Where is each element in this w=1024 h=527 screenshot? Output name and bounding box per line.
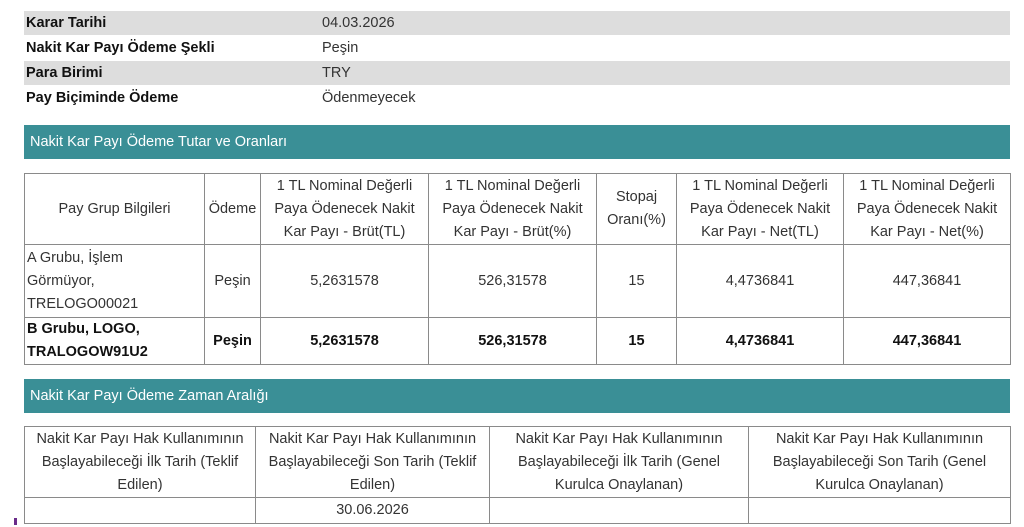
- odeme-sekli-value: Peşin: [322, 40, 359, 56]
- section-title-zaman-araligi: Nakit Kar Payı Ödeme Zaman Aralığı: [24, 379, 1010, 413]
- ilk-tarih-onaylanan-cell: [490, 498, 749, 524]
- header-odeme: Ödeme: [205, 174, 261, 245]
- pay-grup-cell: [25, 318, 205, 365]
- odeme-cell: Peşin: [205, 245, 261, 318]
- son-tarih-teklif-cell: 30.06.2026: [256, 498, 490, 524]
- info-row-pay-bicimi: [24, 86, 1010, 110]
- pay-grup-line: A Grubu, İşlem: [27, 249, 123, 266]
- header-ilk-tarih-onaylanan: Nakit Kar Payı Hak Kullanımının Başlayabileceği İlk Tarih (Genel Kurulca Onaylanan): [490, 427, 749, 498]
- brut-tl-cell: 5,2631578: [261, 245, 429, 318]
- header-ilk-tarih-teklif: Nakit Kar Payı Hak Kullanımının Başlayabileceği İlk Tarih (Teklif Edilen): [25, 427, 256, 498]
- info-row-para-birimi: [24, 61, 1010, 85]
- odeme-sekli-label: Nakit Kar Payı Ödeme Şekli: [26, 40, 215, 56]
- net-tl-cell: 4,4736841: [677, 318, 844, 365]
- pay-grup-line: Görmüyor,: [27, 272, 95, 289]
- stopaj-cell: 15: [597, 318, 677, 365]
- header-stopaj: Stopaj Oranı(%): [597, 174, 677, 245]
- section-title-tutar-oranlari: Nakit Kar Payı Ödeme Tutar ve Oranları: [24, 125, 1010, 159]
- edge-marker: [14, 518, 17, 525]
- table-row: [25, 245, 1011, 318]
- header-son-tarih-teklif: Nakit Kar Payı Hak Kullanımının Başlayabileceği Son Tarih (Teklif Edilen): [256, 427, 490, 498]
- header-net-tl: 1 TL Nominal Değerli Paya Ödenecek Nakit Kar Payı - Net(TL): [677, 174, 844, 245]
- net-pct-cell: 447,36841: [844, 245, 1011, 318]
- karar-tarihi-label: Karar Tarihi: [26, 15, 107, 31]
- table-header-row: [25, 427, 1011, 498]
- header-net-pct: 1 TL Nominal Değerli Paya Ödenecek Nakit Kar Payı - Net(%): [844, 174, 1011, 245]
- header-brut-pct: 1 TL Nominal Değerli Paya Ödenecek Nakit Kar Payı - Brüt(%): [429, 174, 597, 245]
- table-header-row: [25, 174, 1011, 245]
- table-row: [25, 318, 1011, 365]
- net-pct-cell: 447,36841: [844, 318, 1011, 365]
- stopaj-cell: 15: [597, 245, 677, 318]
- dividend-amounts-table: [24, 173, 1011, 365]
- header-brut-tl: 1 TL Nominal Değerli Paya Ödenecek Nakit Kar Payı - Brüt(TL): [261, 174, 429, 245]
- brut-pct-cell: 526,31578: [429, 245, 597, 318]
- para-birimi-value: TRY: [322, 65, 351, 81]
- header-pay-grup: Pay Grup Bilgileri: [25, 174, 205, 245]
- pay-grup-line: B Grubu, LOGO,: [27, 321, 140, 337]
- header-son-tarih-onaylanan: Nakit Kar Payı Hak Kullanımının Başlayabileceği Son Tarih (Genel Kurulca Onaylanan): [749, 427, 1011, 498]
- karar-tarihi-value: 04.03.2026: [322, 15, 395, 31]
- pay-bicimi-label: Pay Biçiminde Ödeme: [26, 90, 179, 106]
- net-tl-cell: 4,4736841: [677, 245, 844, 318]
- info-row-karar-tarihi: [24, 11, 1010, 35]
- dividend-dates-table: [24, 426, 1011, 524]
- para-birimi-label: Para Birimi: [26, 65, 103, 81]
- pay-bicimi-value: Ödenmeyecek: [322, 90, 416, 106]
- brut-tl-cell: 5,2631578: [261, 318, 429, 365]
- table-row: [25, 498, 1011, 524]
- brut-pct-cell: 526,31578: [429, 318, 597, 365]
- odeme-cell: Peşin: [205, 318, 261, 365]
- info-row-odeme-sekli: [24, 36, 1010, 60]
- pay-grup-line: TRELOGO00021: [27, 295, 139, 312]
- ilk-tarih-teklif-cell: [25, 498, 256, 524]
- pay-grup-line: TRALOGOW91U2: [27, 344, 148, 360]
- son-tarih-onaylanan-cell: [749, 498, 1011, 524]
- pay-grup-cell: [25, 245, 205, 318]
